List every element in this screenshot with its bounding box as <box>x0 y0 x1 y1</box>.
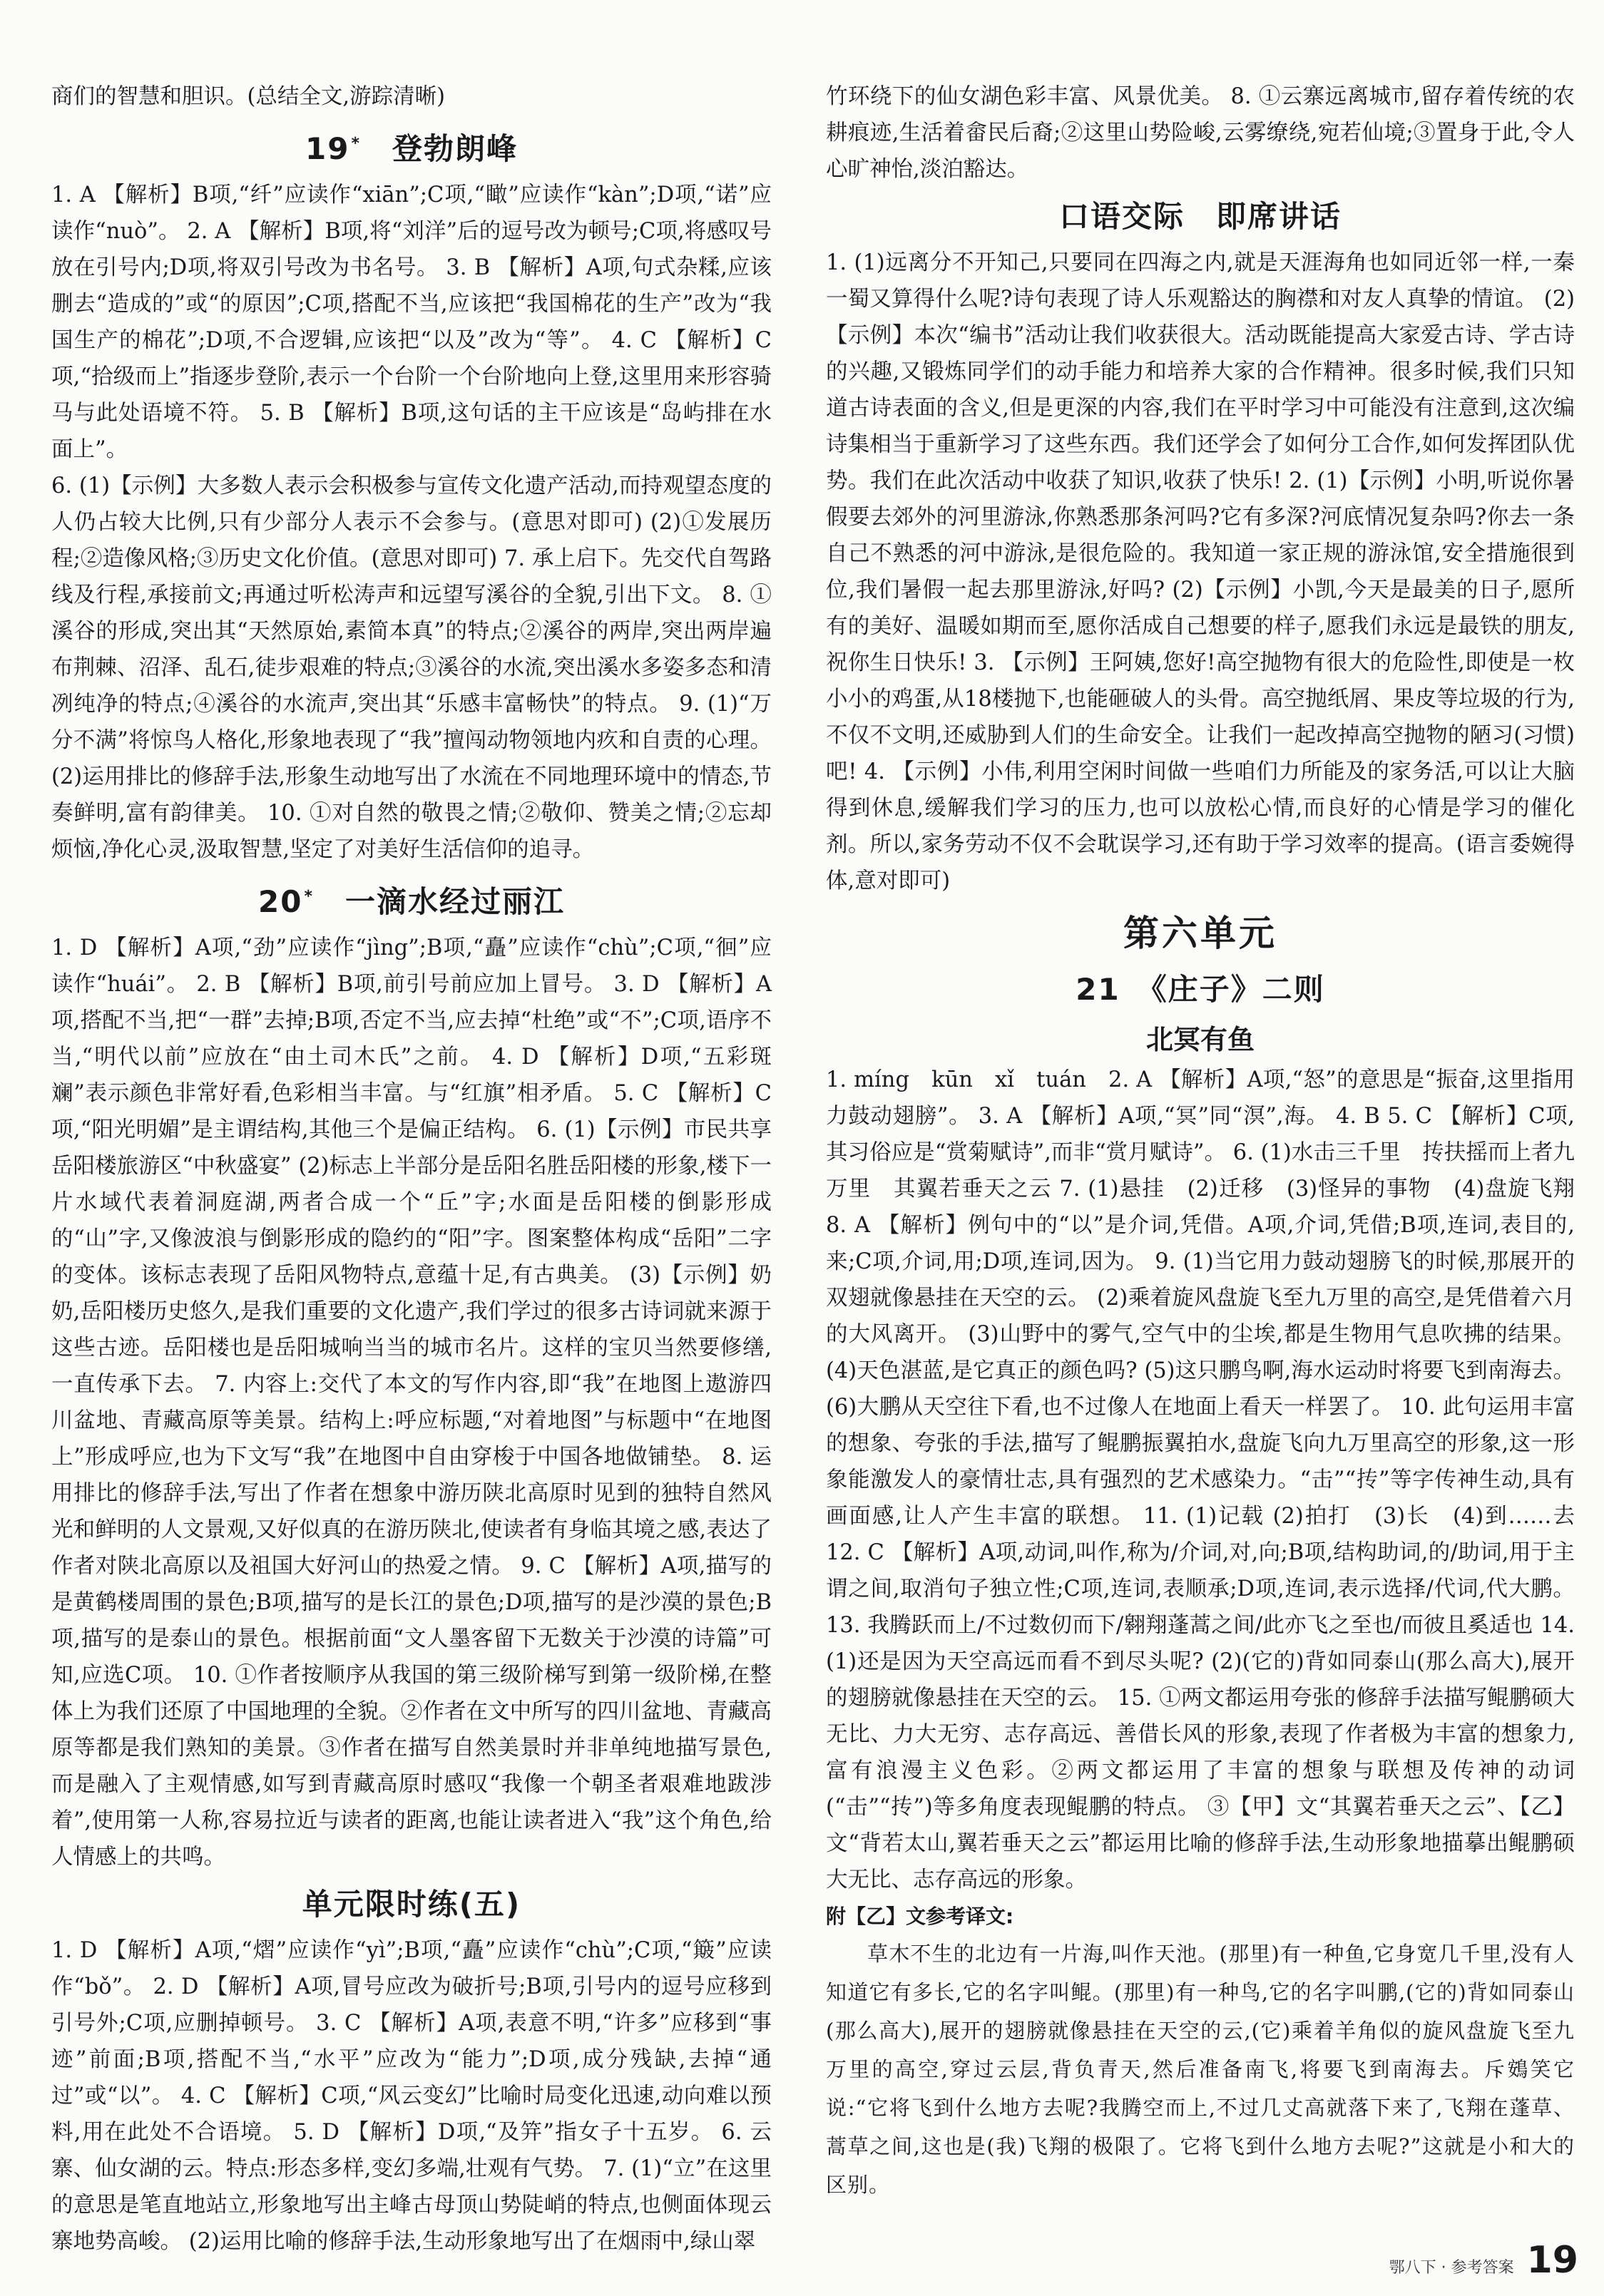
intro-line: 商们的智慧和胆识。(总结全文,游踪清晰) <box>51 84 445 109</box>
left-column <box>51 78 772 2260</box>
section-19-mark: * <box>351 135 361 153</box>
unit-practice-answers: 1. D 【解析】A项,“熠”应读作“yì”;B项,“矗”应读作“chù”;C项,“簸”应读作“bǒ”。 2. D 【解析】A项,冒号应改为破折号;B项,引号内的逗号应移到引号外;C项,应删掉顿号。 3. C 【解析】A项,表意不明,“许多”应移到“事迹”前面;B项,搭配不当,“水平”应改为“能力”;D项,成分残缺,去掉“通过”或“以”。 4. C 【解析】C项,“风云变幻”比喻时局变化迅速,动向难以预料,用在此处不合语境。 5. D 【解析】D项,“及笄”指女子十五岁。 6. 云寨、仙女湖的云。特点:形态多样,变幻多端,壮观有气势。 7. (1)“立”在这里的意思是笔直地站立,形象地写出主峰古母顶山势陡峭的特点,也侧面体现云寨地势高峻。 (2)运用比喻的修辞手法,生动形象地写出了在烟雨中,绿山翠 <box>51 1938 772 2254</box>
section-19-heading <box>51 119 772 174</box>
section-20-number: 20 <box>258 884 303 919</box>
section-20-heading <box>51 872 772 927</box>
page-footer <box>1389 2239 1578 2282</box>
unit-practice-heading: 单元限时练(五) <box>302 1887 521 1922</box>
section-19-answers: 1. A 【解析】B项,“纤”应读作“xiān”;C项,“瞰”应读作“kàn”;D项,“诺”应读作“nuò”。 2. A 【解析】B项,将“刘洋”后的逗号改为顿号;C项,将感叹号放在引号内;D项,将双引号改为书名号。 3. B 【解析】A项,句式杂糅,应该删去“造成的”或“的原因”;C项,搭配不当,应该把“我国棉花的生产”改为“我国生产的棉花”;D项,不合逻辑,应该把“以及”改为“等”。 4. C 【解析】C项,“拾级而上”指逐步登阶,表示一个台阶一个台阶地向上登,这里用来形容骑马与此处语境不符。 5. B 【解析】B项,这句话的主干应该是“岛屿排在水面上”。 <box>51 183 772 462</box>
unit-6-heading: 第六单元 <box>1123 913 1277 954</box>
section-20-mark: * <box>304 888 314 906</box>
section-19-number: 19 <box>305 131 350 166</box>
section-19-answers-2: 6. (1)【示例】大多数人表示会积极参与宣传文化遗产活动,而持观望态度的人仍占较大比例,只有少部分人表示不会参与。(意思对即可) (2)①发展历程;②造像风格;③历史文化价值。(意思对即可) 7. 承上启下。先交代自驾路线及行程,承接前文;再通过听松涛声和远望写溪谷的全貌,引出下文。 8. ①溪谷的形成,突出其“天然原始,素简本真”的特点;②溪谷的两岸,突出两岸遍布荆棘、沼泽、乱石,徒步艰难的特点;③溪谷的水流,突出溪水多姿多态和清冽纯净的特点;④溪谷的水流声,突出其“乐感丰富畅快”的特点。 9. (1)“万分不满”将惊鸟人格化,形象地表现了“我”擅闯动物领地内疚和自责的心理。 (2)运用排比的修辞手法,形象生动地写出了水流在不同地理环境中的情态,节奏鲜明,富有韵律美。 10. ①对自然的敬畏之情;②敬仰、赞美之情;②忘却烦恼,净化心灵,汲取智慧,坚定了对美好生活信仰的追寻。 <box>51 473 772 862</box>
oral-communication-answers: 1. (1)远离分不开知己,只要同在四海之内,就是天涯海角也如同近邻一样,一秦一蜀又算得什么呢?诗句表现了诗人乐观豁达的胸襟和对友人真挚的情谊。 (2)【示例】本次“编书”活动让我们收获很大。活动既能提高大家爱古诗、学古诗的兴趣,又锻炼同学们的动手能力和培养大家的合作精神。很多时候,我们只知道古诗表面的含义,但是更深的内容,我们在平时学习中可能没有注意到,这次编诗集相当于重新学习了这些东西。我们还学会了如何分工合作,如何发挥团队优势。我们在此次活动中收获了知识,收获了快乐! 2. (1)【示例】小明,听说你暑假要去郊外的河里游泳,你熟悉那条河吗?它有多深?河底情况复杂吗?你去一条自己不熟悉的河中游泳,是很危险的。我知道一家正规的游泳馆,安全措施很到位,我们暑假一起去那里游泳,好吗? (2)【示例】小凯,今天是最美的日子,愿所有的美好、温暖如期而至,愿你活成自己想要的样子,愿我们永远是最铁的朋友,祝你生日快乐! 3. 【示例】王阿姨,您好!高空抛物有很大的危险性,即使是一枚小小的鸡蛋,从18楼抛下,也能砸破人的头骨。高空抛纸屑、果皮等垃圾的行为,不仅不文明,还威胁到人们的生命安全。让我们一起改掉高空抛物的陋习(习惯)吧! 4. 【示例】小伟,利用空闲时间做一些咱们力所能及的家务活,可以让大脑得到休息,缓解我们学习的压力,也可以放松心情,而良好的心情是学习的催化剂。所以,家务劳动不仅不会耽误学习,还有助于学习效率的提高。(语言委婉得体,意对即可) <box>826 250 1575 893</box>
section-21-subheading: 北冥有鱼 <box>1145 1024 1255 1055</box>
translation-heading: 附【乙】文参考译文: <box>826 1905 1014 1928</box>
footer-label: 鄂八下 · 参考答案 <box>1389 2259 1514 2277</box>
section-21-answers: 1. míng kūn xǐ tuán 2. A 【解析】A项,“怒”的意思是“振奋,这里指用力鼓动翅膀”。 3. A 【解析】A项,“冥”同“溟”,海。 4. B 5. C 【解析】C项,其习俗应是“赏菊赋诗”,而非“赏月赋诗”。 6. (1)水击三千里 抟扶摇而上者九万里 其翼若垂天之云 7. (1)悬挂 (2)迁移 (3)怪异的事物 (4)盘旋飞翔 8. A 【解析】例句中的“以”是介词,凭借。A项,介词,凭借;B项,连词,表目的,来;C项,介词,用;D项,连词,因为。 9. (1)当它用力鼓动翅膀飞的时候,那展开的双翅就像悬挂在天空的云。 (2)乘着旋风盘旋飞至九万里的高空,是凭借着六月的大风离开。 (3)山野中的雾气,空气中的尘埃,都是生物用气息吹拂的结果。 (4)天色湛蓝,是它真正的颜色吗? (5)这只鹏鸟啊,海水运动时将要飞到南海去。 (6)大鹏从天空往下看,也不过像人在地面上看天一样罢了。 10. 此句运用丰富的想象、夸张的手法,描写了鲲鹏振翼拍水,盘旋飞向九万里高空的形象,这一形象能激发人的豪情壮志,具有强烈的艺术感染力。“击”“抟”等字传神生动,具有画面感,让人产生丰富的联想。 11. (1)记载 (2)拍打 (3)长 (4)到……去 12. C 【解析】A项,动词,叫作,称为/介词,对,向;B项,结构助词,的/助词,用于主谓之间,取消句子独立性;C项,连词,表顺承;D项,连词,表示选择/代词,代大鹏。 13. 我腾跃而上/不过数仞而下/翱翔蓬蒿之间/此亦飞之至也/而彼且奚适也 14. (1)还是因为天空高远而看不到尽头呢? (2)(它的)背如同泰山(那么高大),展开的翅膀就像悬挂在天空的云。 15. ①两文都运用夸张的修辞手法描写鲲鹏硕大无比、力大无穷、志存高远、善借长风的形象,表现了作者极为丰富的想象力,富有浪漫主义色彩。②两文都运用了丰富的想象与联想及传神的动词(“击”“抟”)等多角度表现鲲鹏的特点。 ③【甲】文“其翼若垂天之云”、【乙】文“背若太山,翼若垂天之云”都运用比喻的修辞手法,生动形象地描摹出鲲鹏硕大无比、志存高远的形象。 <box>826 1067 1575 1892</box>
section-20-answers: 1. D 【解析】A项,“劲”应读作“jìng”;B项,“矗”应读作“chù”;C项,“徊”应读作“huái”。 2. B 【解析】B项,前引号前应加上冒号。 3. D 【解析】A项,搭配不当,把“一群”去掉;B项,否定不当,应去掉“杜绝”或“不”;C项,语序不当,“明代以前”应放在“由土司木氏”之前。 4. D 【解析】D项,“五彩斑斓”表示颜色非常好看,色彩相当丰富。与“红旗”相矛盾。 5. C 【解析】C项,“阳光明媚”是主谓结构,其他三个是偏正结构。 6. (1)【示例】市民共享岳阳楼旅游区“中秋盛宴” (2)标志上半部分是岳阳名胜岳阳楼的形象,楼下一片水域代表着洞庭湖,两者合成一个“丘”字;水面是岳阳楼的倒影形成的“山”字,又像波浪与倒影形成的隐约的“阳”字。图案整体构成“岳阳”二字的变体。该标志表现了岳阳风物特点,意蕴十足,有古典美。 (3)【示例】奶奶,岳阳楼历史悠久,是我们重要的文化遗产,我们学过的很多古诗词就来源于这些古迹。岳阳楼也是岳阳城响当当的城市名片。这样的宝贝当然要修缮,一直传承下去。 7. 内容上:交代了本文的写作内容,即“我”在地图上遨游四川盆地、青藏高原等美景。结构上:呼应标题,“对着地图”与标题中“在地图上”形成呼应,也为下文写“我”在地图中自由穿梭于中国各地做铺垫。 8. 运用排比的修辞手法,写出了作者在想象中游历陕北高原时见到的独特自然风光和鲜明的人文景观,又好似真的在游历陕北,使读者有身临其境之感,表达了作者对陕北高原以及祖国大好河山的热爱之情。 9. C 【解析】A项,描写的是黄鹤楼周围的景色;B项,描写的是长江的景色;D项,描写的是沙漠的景色;B项,描写的是泰山的景色。根据前面“文人墨客留下无数关于沙漠的诗篇”可知,应选C项。 10. ①作者按顺序从我国的第三级阶梯写到第一级阶梯,在整体上为我们还原了中国地理的全貌。②作者在文中所写的四川盆地、青藏高原等都是我们熟知的美景。③作者在描写自然美景时并非单纯地描写景色,而是融入了主观情感,如写到青藏高原时感叹“我像一个朝圣者艰难地跋涉着”,使用第一人称,容易拉近与读者的距离,也能让读者进入“我”这个角色,给人情感上的共鸣。 <box>51 936 772 1870</box>
translation-text: 草木不生的北边有一片海,叫作天池。(那里)有一种鱼,它身宽几千里,没有人知道它有多长,它的名字叫鲲。(那里)有一种鸟,它的名字叫鹏,(它的)背如同泰山(那么高大),展开的翅膀就像悬挂在天空的云,(它)乘着羊角似的旋风盘旋飞至九万里的高空,穿过云层,背负青天,然后准备南飞,将要飞到南海去。斥鴳笑它说:“它将飞到什么地方去呢?我腾空而上,不过几丈高就落下来了,飞翔在蓬草、蒿草之间,这也是(我)飞翔的极限了。它将飞到什么地方去呢?”这就是小和大的区别。 <box>826 1942 1575 2197</box>
section-21-heading: 21 《庄子》二则 <box>1076 972 1325 1007</box>
right-column <box>826 78 1575 2204</box>
page-number: 19 <box>1526 2239 1578 2282</box>
oral-communication-heading: 口语交际 即席讲话 <box>1058 199 1342 234</box>
section-20-title: 一滴水经过丽江 <box>344 884 565 919</box>
section-19-title: 登勃朗峰 <box>392 131 518 166</box>
continued-answers: 竹环绕下的仙女湖色彩丰富、风景优美。 8. ①云寨远离城市,留存着传统的农耕痕迹,生活着畲民后裔;②这里山势险峻,云雾缭绕,宛若仙境;③置身于此,令人心旷神怡,淡泊豁达。 <box>826 84 1575 182</box>
